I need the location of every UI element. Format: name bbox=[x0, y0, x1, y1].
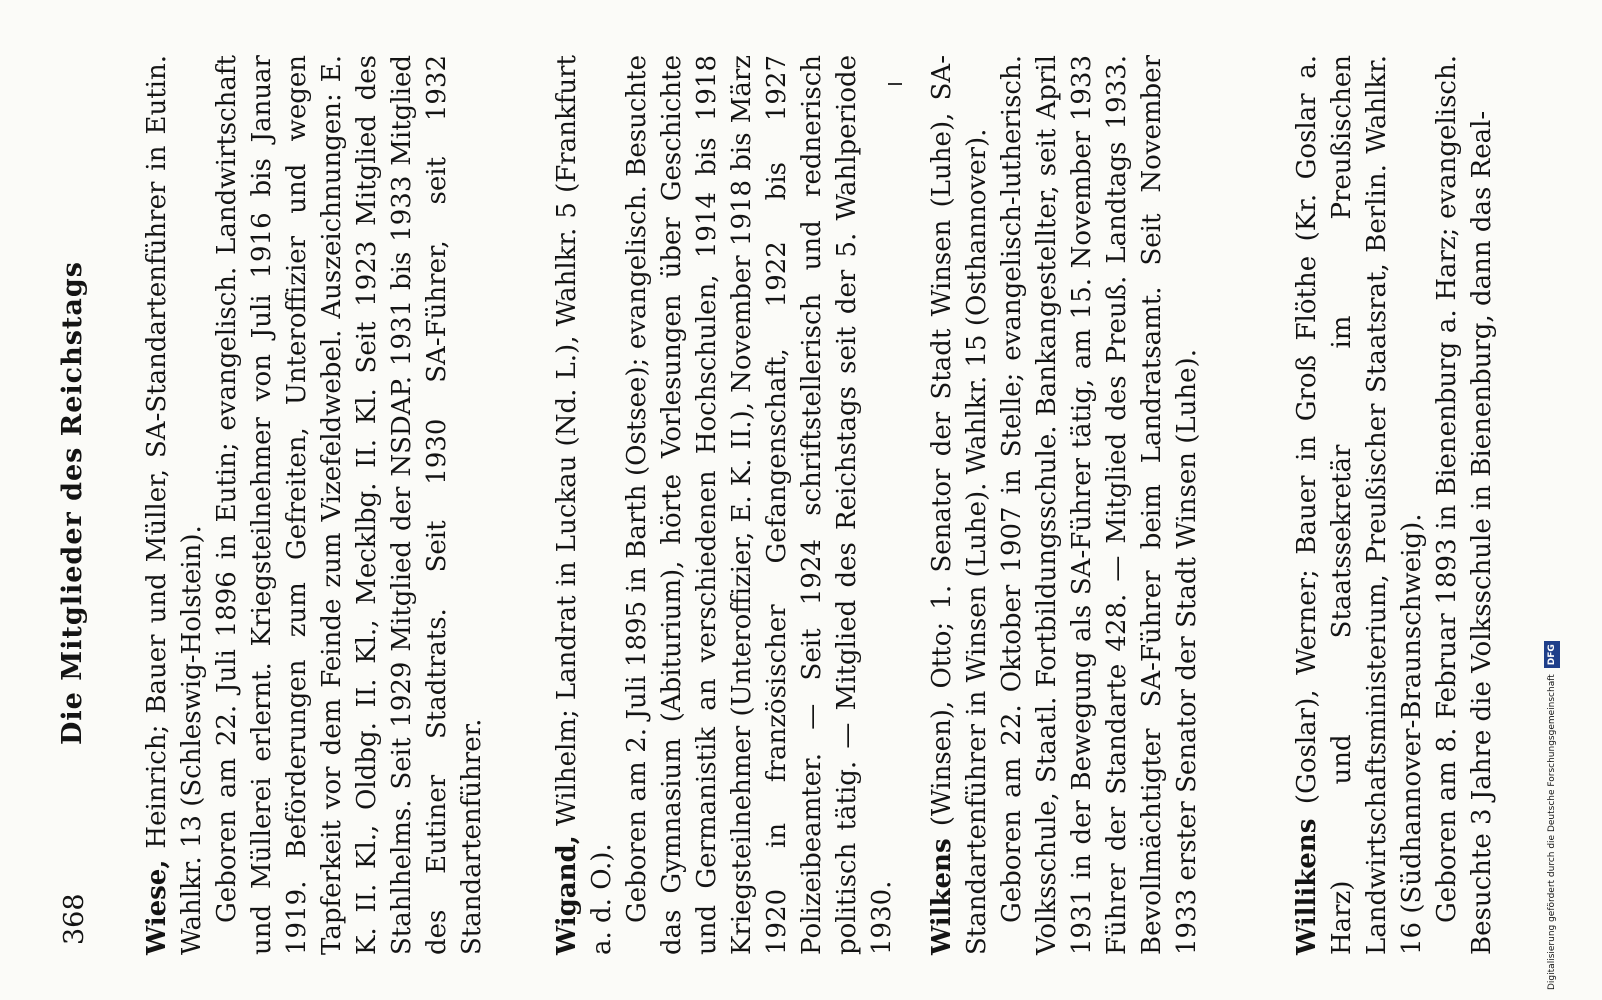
member-biography: Geboren am 22. Oktober 1907 in Stelle; evangelisch-lutherisch. Volksschule, Staatl. Fortbildungsschule. Bankangestellter, seit April 1931 in der Bewegung als SA-Führer tätig, am 15. November 1933 Führer der Standarte 428. — Mitglied des Preuß. Landtags 1933. Bevollmächtigter SA-Führer beim Landratsamt. Seit November 1933 erster Senator der Stadt Winsen (Luhe). bbox=[997, 55, 1202, 955]
member-name: Willikens bbox=[1292, 818, 1322, 955]
member-intro: Wilhelm; Landrat in Luckau (Nd. L.), Wahlkr. 5 (Frankfurt a. d. O.). bbox=[552, 55, 617, 955]
page-header bbox=[45, 45, 95, 955]
footer-credit: Digitalisierung gefördert durch die Deutsche Forschungsgemeinschaft bbox=[1547, 674, 1557, 990]
member-entry-wiese bbox=[140, 55, 490, 955]
page-number: 368 bbox=[59, 893, 90, 945]
member-biography: Geboren am 22. Juli 1896 in Eutin; evangelisch. Landwirtschaft und Müllerei erlernt. Kriegsteilnehmer von Juli 1916 bis Januar 1919. Beförderungen zum Gefreiten, Unteroffizier und wegen Tapferkeit vor dem Feinde zum Vizefeldwebel. Auszeichnungen: E. K. II. Kl., Oldbg. II. Kl., Mecklbg. II. Kl. Seit 1923 Mitglied des Stahlhelms. Seit 1929 Mitglied der NSDAP. 1931 bis 1933 Mitglied des Eutiner Stadtrats. Seit 1930 SA-Führer, seit 1932 Standartenführer. bbox=[212, 55, 487, 955]
member-entry-wigand bbox=[550, 55, 900, 955]
separator-mark bbox=[888, 83, 902, 85]
entry-heading bbox=[140, 55, 210, 955]
footer-text-line bbox=[1544, 30, 1560, 990]
member-biography: Geboren am 2. Juli 1895 in Barth (Ostsee); evangelisch. Besuchte das Gymnasium (Abiturium), hörte Vorlesungen über Geschichte und Germanistik an verschiedenen Hochschulen, 1914 bis 1918 Kriegsteilnehmer (Unteroffizier, E. K. II.), November 1918 bis März 1920 in französischer Gefangenschaft, 1922 bis 1927 Polizeibeamter. — Seit 1924 schriftstellerisch und rednerisch politisch tätig. — Mitglied des Reichstags seit der 5. Wahlperiode 1930. bbox=[622, 55, 897, 955]
member-intro: (Winsen), Otto; 1. Senator der Stadt Winsen (Luhe), SA-Standartenführer in Winsen (Luhe). Wahlkr. 15 (Osthannover). bbox=[927, 55, 992, 955]
member-entry-wilkens bbox=[925, 55, 1205, 955]
entry-heading bbox=[1290, 55, 1430, 955]
member-name: Wiese, bbox=[142, 859, 172, 955]
member-name: Wilkens bbox=[927, 838, 957, 955]
dfg-logo: DFG bbox=[1544, 641, 1560, 668]
entry-heading bbox=[550, 55, 620, 955]
rotated-page-content bbox=[45, 45, 1565, 955]
member-intro: Heinrich; Bauer und Müller, SA-Standartenführer in Eutin. Wahlkr. 13 (Schleswig-Holstein). bbox=[142, 55, 207, 955]
digitization-footer bbox=[1540, 10, 1562, 990]
member-entry-willikens bbox=[1290, 55, 1500, 955]
entry-heading bbox=[925, 55, 995, 955]
member-name: Wigand, bbox=[552, 835, 582, 955]
page-title: Die Mitglieder des Reichstags bbox=[57, 261, 88, 745]
member-intro: (Goslar), Werner; Bauer in Groß Flöthe (Kr. Goslar a. Harz) und Staatssekretär im Preußischen Landwirtschaftsministerium, Preußischer Staatsrat, Berlin. Wahlkr. 16 (Südhannover-Braunschweig). bbox=[1292, 55, 1427, 955]
member-biography: Geboren am 8. Februar 1893 in Bienenburg a. Harz; evangelisch. Besuchte 3 Jahre die Volksschule in Bienenburg, dann das Real- bbox=[1432, 55, 1497, 955]
